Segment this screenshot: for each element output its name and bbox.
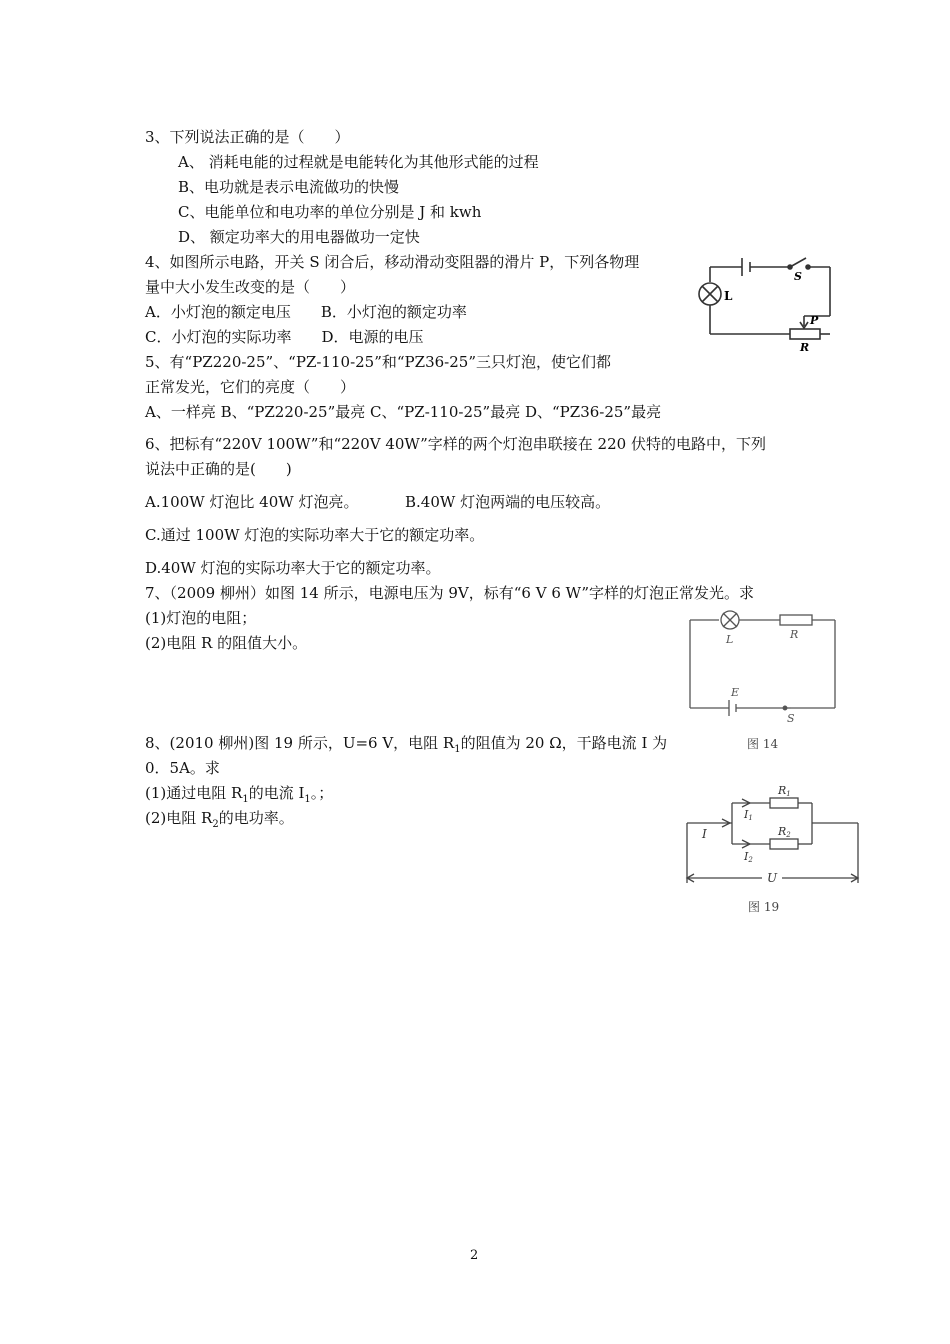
q5-options: A、一样亮 B、“PZ220-25”最亮 C、“PZ-110-25”最亮 D、“PZ36-25”最亮 bbox=[145, 403, 662, 421]
resistor-r1-icon bbox=[770, 798, 798, 808]
q5-stem-line1: 5、有“PZ220-25”、“PZ-110-25”和“PZ36-25”三只灯泡，使它们都 bbox=[145, 353, 611, 371]
q6-option-a: A.100W 灯泡比 40W 灯泡亮。 bbox=[145, 493, 359, 511]
q7-stem: 7、（2009 柳州）如图 14 所示，电源电压为 9V，标有“6 V 6 W”字样的灯泡正常发光。求 bbox=[145, 584, 755, 602]
q7-resistor-label: R bbox=[790, 628, 799, 641]
q7-sub2: (2)电阻 R 的阻值大小。 bbox=[145, 634, 308, 652]
q7-switch-label: S bbox=[787, 712, 795, 725]
q8-figure-caption: 图 19 bbox=[748, 900, 780, 914]
q6-stem-line2: 说法中正确的是( ) bbox=[145, 460, 292, 478]
q8-sub1 bbox=[145, 783, 333, 810]
q4-stem-line2: 量中大小发生改变的是（ ） bbox=[145, 278, 356, 296]
q8-i1-text: I bbox=[744, 808, 749, 821]
resistor-r2-icon bbox=[770, 839, 798, 849]
switch-icon bbox=[790, 258, 806, 267]
q8-stem-line1 bbox=[145, 733, 667, 760]
q4-options-row1: A．小灯泡的额定电压 B．小灯泡的额定功率 bbox=[145, 303, 467, 321]
q8-i2-subscript: 2 bbox=[748, 856, 753, 864]
q8-sub2-text-a: (2)电阻 R bbox=[145, 809, 213, 827]
q7-figure-caption: 图 14 bbox=[747, 737, 779, 751]
q3-stem: 3、下列说法正确的是（ ） bbox=[145, 128, 350, 146]
q8-i2-label bbox=[743, 850, 753, 864]
q3-option-d: D、 额定功率大的用电器做功一定快 bbox=[178, 228, 420, 246]
q7-circuit-diagram bbox=[685, 605, 845, 755]
rheostat-icon bbox=[790, 329, 820, 339]
q8-sub1-text-c: 。； bbox=[310, 784, 334, 802]
q8-sub2-subscript: 2 bbox=[212, 819, 219, 830]
q8-r2-subscript: 2 bbox=[786, 831, 791, 839]
q8-i-label: I bbox=[702, 827, 707, 841]
q6-stem-line1: 6、把标有“220V 100W”和“220V 40W”字样的两个灯泡串联接在 220 伏特的电路中，下列 bbox=[145, 435, 766, 453]
q3-option-b: B、电功就是表示电流做功的快慢 bbox=[178, 178, 400, 196]
q8-r2-text: R bbox=[778, 825, 787, 838]
q7-lamp-label: L bbox=[726, 633, 734, 646]
q7-sub1: (1)灯泡的电阻； bbox=[145, 609, 257, 627]
q8-stem-subscript: 1 bbox=[454, 744, 461, 755]
q8-r2-label bbox=[777, 825, 791, 839]
q6-option-c: C.通过 100W 灯泡的实际功率大于它的额定功率。 bbox=[145, 526, 485, 544]
q8-sub1-text-b: 的电流 I bbox=[248, 784, 305, 802]
q8-sub1-subscript-a: 1 bbox=[242, 794, 249, 805]
q8-stem-text-a: 8、(2010 柳州)图 19 所示，U=6 V，电阻 R bbox=[145, 734, 455, 752]
q4-circuit-diagram bbox=[690, 250, 840, 360]
q8-i1-subscript: 1 bbox=[748, 814, 753, 822]
q8-stem-line2: 0．5A。求 bbox=[145, 759, 220, 777]
q4-options-row2: C．小灯泡的实际功率 D．电源的电压 bbox=[145, 328, 424, 346]
q6-option-b: B.40W 灯泡两端的电压较高。 bbox=[405, 493, 611, 511]
q8-u-label: U bbox=[767, 871, 778, 885]
q8-i1-label bbox=[743, 808, 753, 822]
q8-sub2-text-b: 的电功率。 bbox=[218, 809, 294, 827]
q7-battery-label: E bbox=[731, 686, 740, 699]
q5-stem-line2: 正常发光，它们的亮度（ ） bbox=[145, 378, 356, 396]
q8-sub1-subscript-b: 1 bbox=[304, 794, 311, 805]
q4-switch-label: S bbox=[794, 270, 802, 283]
q8-sub2 bbox=[145, 808, 294, 835]
q4-stem-line1: 4、如图所示电路，开关 S 闭合后，移动滑动变阻器的滑片 P，下列各物理 bbox=[145, 253, 640, 271]
resistor-icon bbox=[780, 615, 812, 625]
q4-resistor-label: R bbox=[800, 341, 810, 354]
q4-slider-label: P bbox=[810, 314, 819, 327]
q8-r1-text: R bbox=[778, 784, 787, 797]
q8-sub1-text-a: (1)通过电阻 R bbox=[145, 784, 243, 802]
q4-lamp-label: L bbox=[724, 289, 733, 303]
page-number: 2 bbox=[470, 1248, 479, 1263]
q3-option-a: A、 消耗电能的过程就是电能转化为其他形式能的过程 bbox=[178, 153, 539, 171]
q8-i2-text: I bbox=[744, 850, 749, 863]
q8-stem-text-b: 的阻值为 20 Ω，干路电流 I 为 bbox=[460, 734, 668, 752]
q3-option-c: C、电能单位和电功率的单位分别是 J 和 kwh bbox=[178, 203, 482, 221]
q8-r1-label bbox=[777, 784, 791, 798]
q6-option-d: D.40W 灯泡的实际功率大于它的额定功率。 bbox=[145, 559, 441, 577]
q8-r1-subscript: 1 bbox=[786, 790, 791, 798]
q8-circuit-diagram bbox=[682, 778, 867, 923]
